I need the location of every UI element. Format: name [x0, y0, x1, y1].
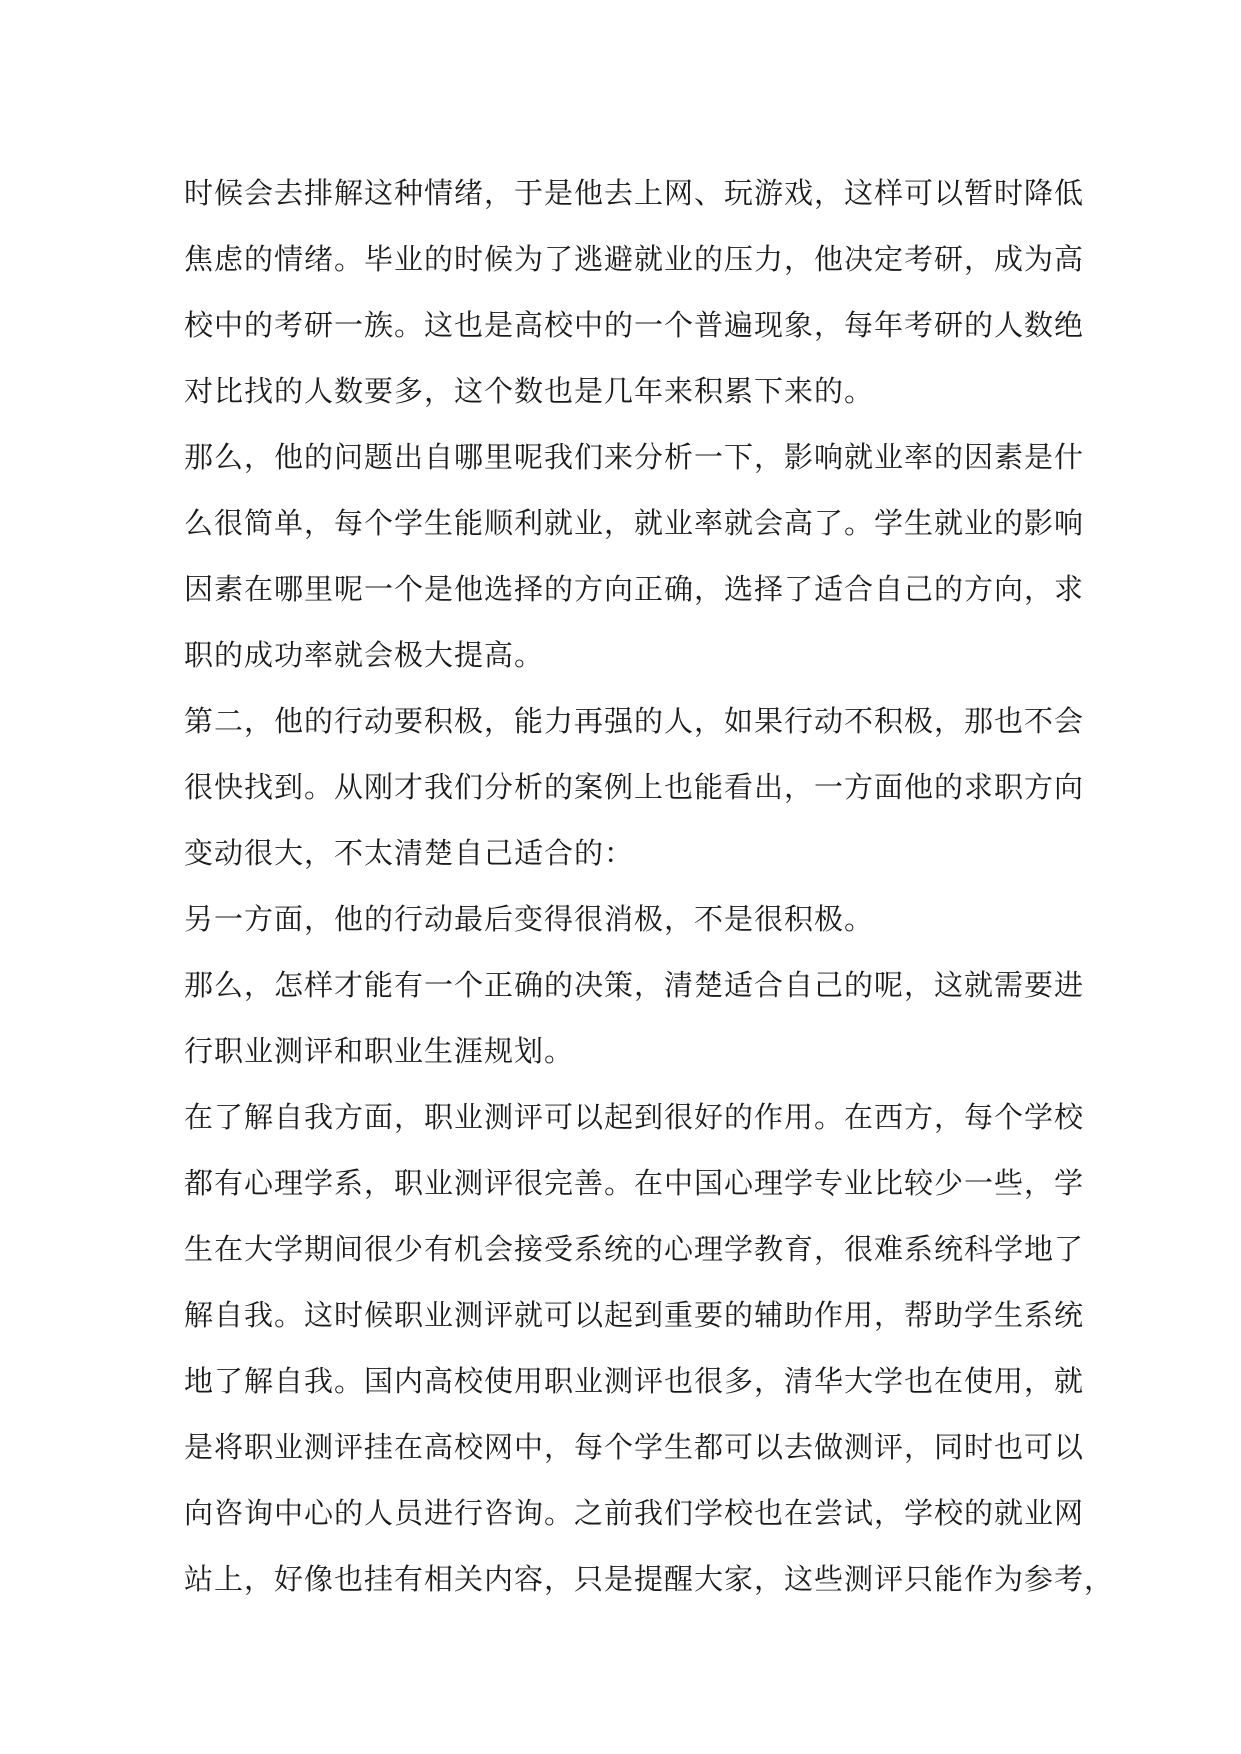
text-line: 很快找到。从刚才我们分析的案例上也能看出，一方面他的求职方向 [184, 770, 1085, 804]
paragraph-6 [184, 1084, 1115, 1612]
paragraph-5 [184, 952, 1085, 1084]
text-line: 生在大学期间很少有机会接受系统的心理学教育，很难系统科学地了 [184, 1232, 1085, 1266]
paragraph-3 [184, 688, 1085, 886]
text-line: 变动很大，不太清楚自己适合的： [184, 836, 635, 870]
text-line: 站上，好像也挂有相关内容，只是提醒大家，这些测评只能作为参考， [184, 1562, 1115, 1596]
text-line: 对比找的人数要多，这个数也是几年来积累下来的。 [184, 374, 875, 408]
text-line: 焦虑的情绪。毕业的时候为了逃避就业的压力，他决定考研，成为高 [184, 242, 1085, 276]
text-line: 地了解自我。国内高校使用职业测评也很多，清华大学也在使用，就 [184, 1364, 1085, 1398]
text-line: 另一方面，他的行动最后变得很消极，不是很积极。 [184, 902, 875, 936]
paragraph-4 [184, 886, 1060, 952]
text-line: 校中的考研一族。这也是高校中的一个普遍现象，每年考研的人数绝 [184, 308, 1085, 342]
text-line: 向咨询中心的人员进行咨询。之前我们学校也在尝试，学校的就业网 [184, 1496, 1085, 1530]
text-line: 都有心理学系，职业测评很完善。在中国心理学专业比较少一些，学 [184, 1166, 1085, 1200]
paragraph-1 [184, 160, 1085, 424]
text-line: 职的成功率就会极大提高。 [184, 638, 545, 672]
text-line: 么很简单，每个学生能顺利就业，就业率就会高了。学生就业的影响 [184, 506, 1085, 540]
document-body [184, 160, 1115, 1612]
text-line: 那么，他的问题出自哪里呢我们来分析一下，影响就业率的因素是什 [184, 440, 1085, 474]
text-line: 行职业测评和职业生涯规划。 [184, 1034, 575, 1068]
paragraph-2 [184, 424, 1085, 688]
text-line: 第二，他的行动要积极，能力再强的人，如果行动不积极，那也不会 [184, 704, 1085, 738]
text-line: 那么，怎样才能有一个正确的决策，清楚适合自己的呢，这就需要进 [184, 968, 1085, 1002]
text-line: 因素在哪里呢一个是他选择的方向正确，选择了适合自己的方向，求 [184, 572, 1085, 606]
text-line: 是将职业测评挂在高校网中，每个学生都可以去做测评，同时也可以 [184, 1430, 1085, 1464]
text-line: 解自我。这时候职业测评就可以起到重要的辅助作用，帮助学生系统 [184, 1298, 1085, 1332]
text-line: 时候会去排解这种情绪，于是他去上网、玩游戏，这样可以暂时降低 [184, 176, 1085, 210]
text-line: 在了解自我方面，职业测评可以起到很好的作用。在西方，每个学校 [184, 1100, 1085, 1134]
